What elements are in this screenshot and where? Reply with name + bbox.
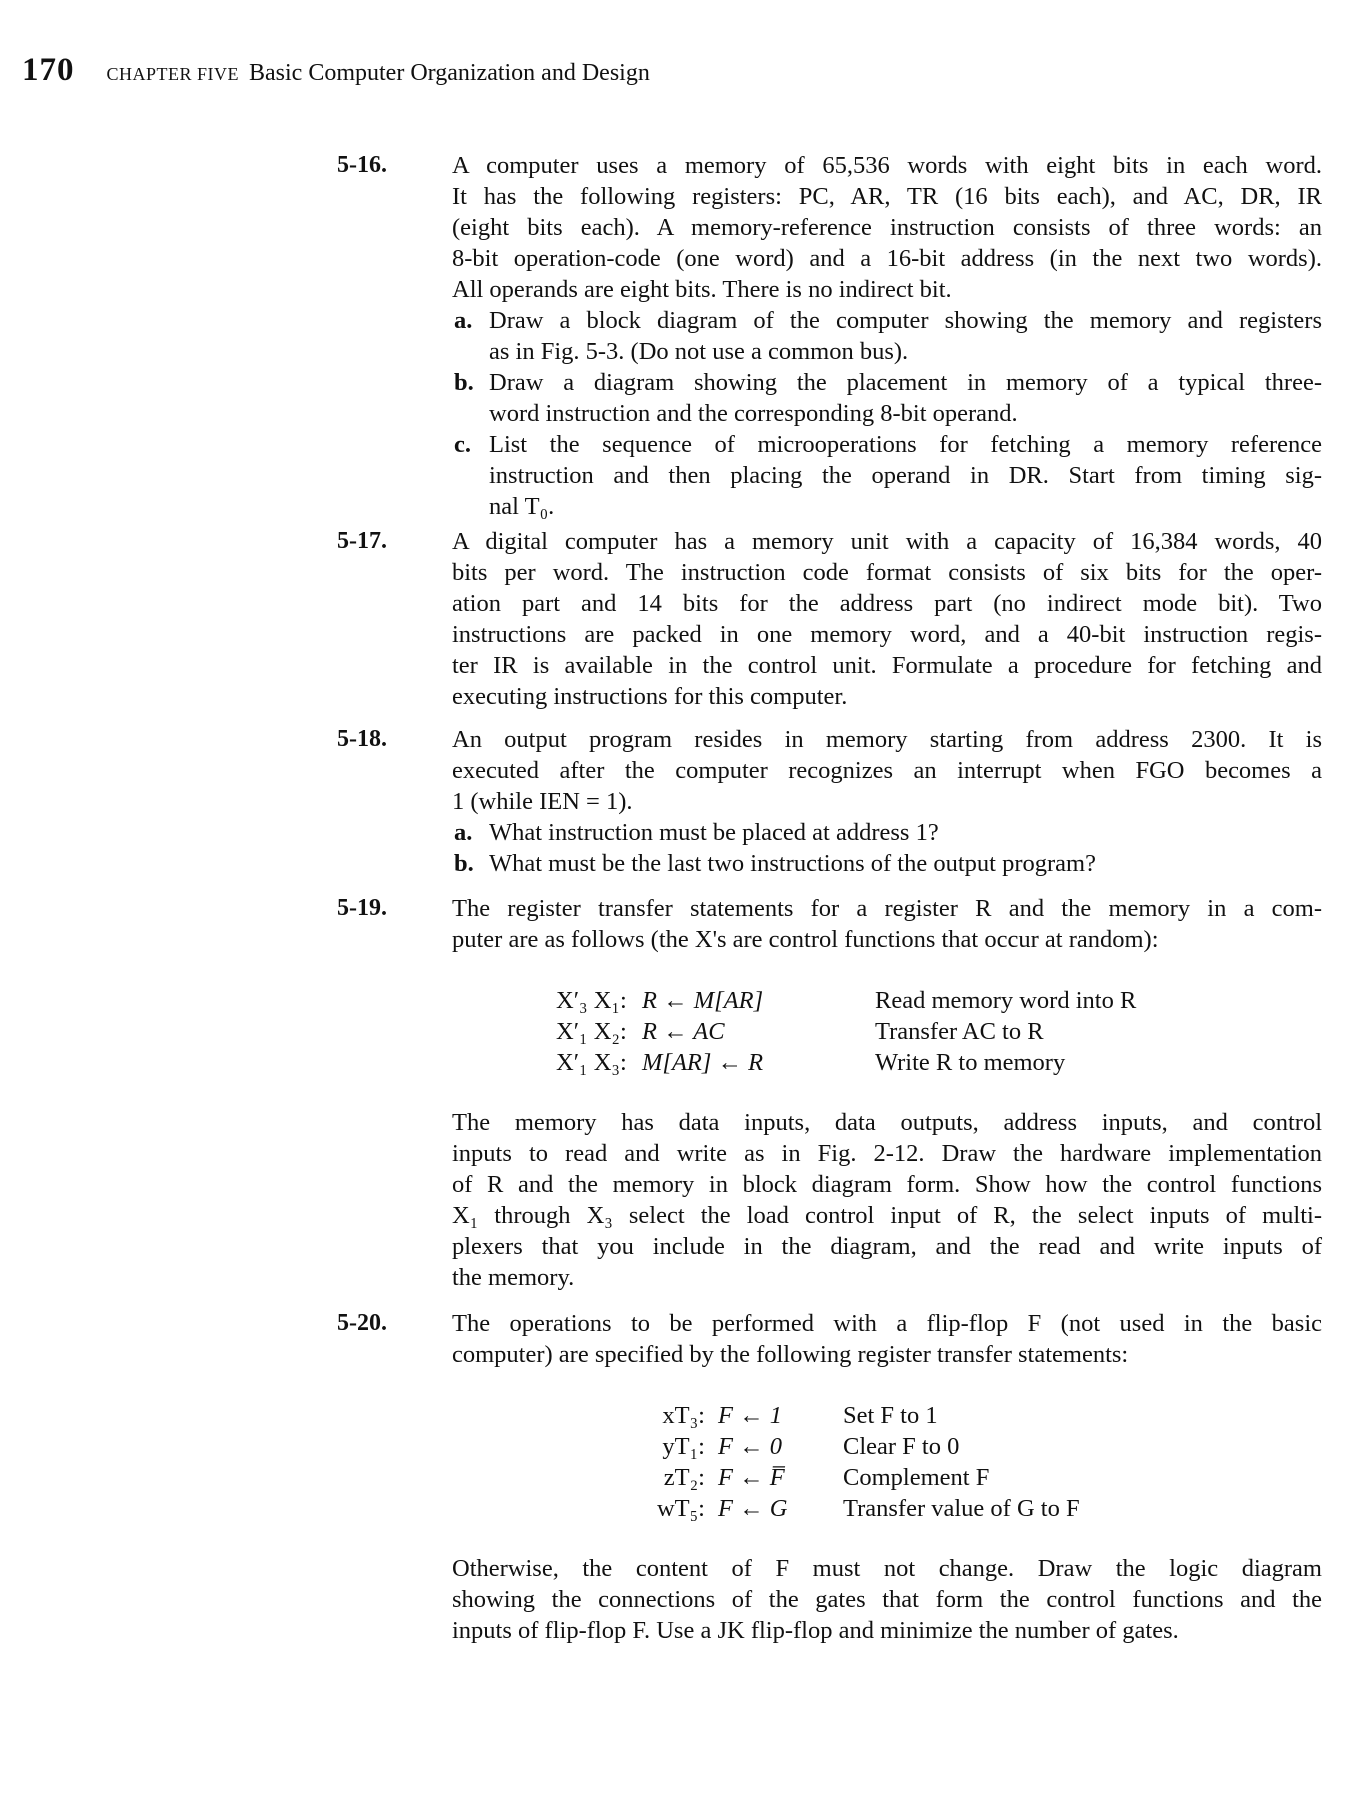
sub-question [452, 367, 1322, 429]
problem [337, 724, 1322, 879]
text-line: List the sequence of microoperations for fetching a memory reference [489, 431, 1322, 458]
control-condition: X′₃ X₁: [556, 987, 627, 1014]
problem-body [452, 724, 1322, 879]
text-line: The operations to be performed with a flip-flop F (not used in the basic [452, 1310, 1322, 1337]
problem-number: 5-19. [337, 895, 387, 921]
equation-block [452, 985, 1322, 1078]
chapter-label: CHAPTER FIVE [106, 64, 240, 84]
problem [337, 150, 1322, 522]
text-line: puter are as follows (the X's are control functions that occur at random): [452, 926, 1159, 953]
sub-question [452, 848, 1322, 879]
text-line: (eight bits each). A memory-reference instruction consists of three words: an [452, 214, 1322, 241]
transfer-statement: M[AR] ← R [642, 1049, 764, 1076]
sub-question-marker: b. [454, 850, 474, 877]
problem-body [452, 526, 1322, 712]
text-line: It has the following registers: PC, AR, TR (16 bits each), and AC, DR, IR [452, 183, 1322, 210]
paragraph [452, 1107, 1322, 1293]
text-line: ter IR is available in the control unit. Formulate a procedure for fetching and [452, 652, 1322, 679]
text-line: Draw a diagram showing the placement in memory of a typical three- [489, 369, 1322, 396]
text-line: What instruction must be placed at address 1? [489, 819, 939, 846]
problem [337, 1308, 1322, 1646]
text-line: the memory. [452, 1264, 575, 1291]
paragraph [452, 724, 1322, 817]
sub-question-marker: a. [454, 819, 473, 846]
transfer-statement: F ← F̅ [718, 1464, 785, 1491]
text-line: All operands are eight bits. There is no indirect bit. [452, 276, 952, 303]
paragraph [452, 1553, 1322, 1646]
text-line: ation part and 14 bits for the address part (no indirect mode bit). Two [452, 590, 1322, 617]
page-number: 170 [22, 52, 75, 88]
statement-description: Complement F [843, 1464, 990, 1491]
transfer-statement: R ← M[AR] [642, 987, 764, 1014]
statement-description: Read memory word into R [875, 987, 1137, 1014]
paragraph [452, 150, 1322, 305]
text-line: 8-bit operation-code (one word) and a 16-bit address (in the next two words). [452, 245, 1322, 272]
problem-number: 5-16. [337, 152, 387, 178]
statement-description: Transfer value of G to F [843, 1495, 1080, 1522]
text-line: The register transfer statements for a register R and the memory in a com- [452, 895, 1322, 922]
control-condition: X′₁ X₃: [556, 1049, 627, 1076]
text-line: X₁ through X₃ select the load control input of R, the select inputs of multi- [452, 1202, 1322, 1229]
chapter-title: Basic Computer Organization and Design [249, 60, 650, 86]
problem-body [452, 893, 1322, 1293]
text-line: plexers that you include in the diagram, and the read and write inputs of [452, 1233, 1322, 1260]
text-line: showing the connections of the gates that form the control functions and the [452, 1586, 1322, 1613]
transfer-statement: F ← G [718, 1495, 788, 1522]
text-line: bits per word. The instruction code format consists of six bits for the oper- [452, 559, 1322, 586]
text-line: of R and the memory in block diagram form. Show how the control functions [452, 1171, 1322, 1198]
problem [337, 526, 1322, 712]
sub-question-marker: c. [454, 431, 471, 458]
transfer-statement: R ← AC [642, 1018, 725, 1045]
text-line: Draw a block diagram of the computer showing the memory and registers [489, 307, 1322, 334]
text-line: instructions are packed in one memory word, and a 40-bit instruction regis- [452, 621, 1322, 648]
running-header [22, 52, 650, 89]
problem-number: 5-17. [337, 528, 387, 554]
problem-body [452, 1308, 1322, 1646]
text-line: instruction and then placing the operand in DR. Start from timing sig- [489, 462, 1322, 489]
statement-description: Clear F to 0 [843, 1433, 960, 1460]
problem [337, 893, 1322, 1293]
sub-question [452, 429, 1322, 522]
text-line: An output program resides in memory starting from address 2300. It is [452, 726, 1322, 753]
statement-description: Set F to 1 [843, 1402, 938, 1429]
text-line: A digital computer has a memory unit with a capacity of 16,384 words, 40 [452, 528, 1322, 555]
problem-number: 5-20. [337, 1310, 387, 1336]
text-line: inputs of flip-flop F. Use a JK flip-flop and minimize the number of gates. [452, 1617, 1179, 1644]
statement-description: Write R to memory [875, 1049, 1066, 1076]
paragraph [452, 893, 1322, 955]
text-line: executing instructions for this computer. [452, 683, 848, 710]
sub-question-marker: b. [454, 369, 474, 396]
transfer-statement: F ← 1 [718, 1402, 782, 1429]
text-line: as in Fig. 5-3. (Do not use a common bus). [489, 338, 909, 365]
text-line: 1 (while IEN = 1). [452, 788, 633, 815]
statement-description: Transfer AC to R [875, 1018, 1044, 1045]
text-line: word instruction and the corresponding 8-bit operand. [489, 400, 1018, 427]
transfer-statement: F ← 0 [718, 1433, 782, 1460]
sub-question [452, 305, 1322, 367]
text-line: executed after the computer recognizes an interrupt when FGO becomes a [452, 757, 1322, 784]
paragraph [452, 1308, 1322, 1370]
control-condition: wT₅: [656, 1495, 705, 1522]
control-condition: zT₂: [663, 1464, 705, 1491]
text-line: inputs to read and write as in Fig. 2-12. Draw the hardware implementation [452, 1140, 1322, 1167]
control-condition: xT₃: [662, 1402, 705, 1429]
sub-question [452, 817, 1322, 848]
text-line: A computer uses a memory of 65,536 words with eight bits in each word. [452, 152, 1322, 179]
text-line: Otherwise, the content of F must not change. Draw the logic diagram [452, 1555, 1322, 1582]
control-condition: yT₁: [662, 1433, 705, 1460]
text-line: nal T₀. [489, 493, 555, 520]
control-condition: X′₁ X₂: [556, 1018, 627, 1045]
equation-block [452, 1400, 1322, 1524]
text-line: computer) are specified by the following register transfer statements: [452, 1341, 1129, 1368]
text-line: The memory has data inputs, data outputs, address inputs, and control [452, 1109, 1322, 1136]
sub-question-marker: a. [454, 307, 473, 334]
problem-number: 5-18. [337, 726, 387, 752]
problem-body [452, 150, 1322, 522]
paragraph [452, 526, 1322, 712]
text-line: What must be the last two instructions of the output program? [489, 850, 1096, 877]
